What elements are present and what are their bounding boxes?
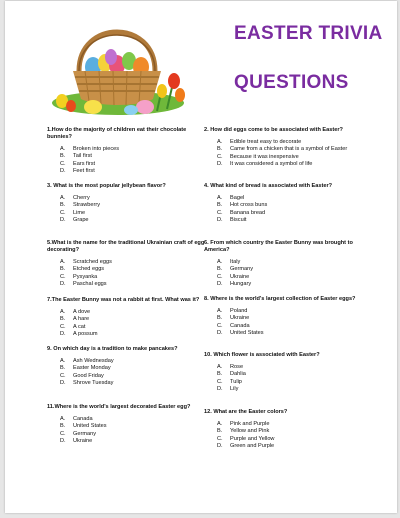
- option-letter: C.: [217, 273, 223, 280]
- question-text: 10. Which flower is associated with Easter?: [204, 352, 320, 358]
- option-letter: C.: [217, 435, 223, 442]
- option-letter: D.: [60, 280, 66, 287]
- option-text: Tulip: [230, 378, 242, 385]
- option-letter: A.: [60, 195, 66, 201]
- option-text: Hungary: [230, 280, 252, 287]
- document-page: [5, 1, 397, 513]
- option-text: Because it was inexpensive: [230, 153, 299, 160]
- answer-option: [60, 266, 205, 273]
- question-text: 4. What kind of bread is associated with Easter?: [204, 183, 333, 189]
- answer-option: [217, 195, 362, 202]
- option-text: Poland: [230, 308, 248, 314]
- option-text: Grape: [73, 216, 89, 223]
- option-letter: C.: [217, 153, 223, 160]
- answer-option: [217, 436, 362, 443]
- question-text: 9. On which day is a tradition to make pancakes?: [47, 346, 178, 352]
- question-text: 11.Where is the world's largest decorated Easter egg?: [47, 404, 191, 410]
- answer-option: [217, 371, 362, 378]
- option-text: Paschal eggs: [73, 280, 107, 287]
- option-text: Germany: [73, 430, 97, 437]
- question-block: [47, 240, 205, 288]
- answer-option: [60, 195, 205, 202]
- answer-option: [217, 202, 362, 209]
- question-text: 5.What is the name for the traditional Ukrainian craft of egg decorating?: [47, 240, 205, 253]
- answer-option: [60, 331, 205, 338]
- title-line-2: QUESTIONS: [234, 72, 349, 93]
- option-text: Ukraine: [230, 315, 250, 322]
- option-text: Scratched eggs: [73, 259, 112, 265]
- option-text: Banana bread: [230, 209, 266, 216]
- answer-option: [217, 281, 362, 288]
- option-text: Yellow and Pink: [230, 428, 270, 435]
- answer-option: [60, 380, 205, 387]
- option-letter: A.: [60, 358, 66, 364]
- option-letter: B.: [60, 153, 66, 160]
- answer-option: [60, 431, 205, 438]
- answer-option: [217, 428, 362, 435]
- option-text: Green and Purple: [230, 442, 275, 449]
- question-block: [47, 127, 205, 175]
- option-text: Ears first: [73, 160, 96, 167]
- answer-option: [60, 259, 205, 266]
- option-letter: D.: [217, 329, 223, 336]
- answer-option: [217, 210, 362, 217]
- option-text: Purple and Yellow: [230, 435, 275, 442]
- option-text: Lime: [73, 209, 86, 216]
- option-text: Biscuit: [230, 216, 247, 223]
- answer-option: [60, 161, 205, 168]
- option-letter: C.: [217, 378, 223, 385]
- option-text: Ukraine: [73, 437, 93, 444]
- option-text: Canada: [230, 322, 250, 329]
- question-block: [47, 404, 205, 445]
- option-letter: B.: [217, 146, 223, 153]
- option-text: A cat: [73, 323, 86, 330]
- option-text: Feet first: [73, 167, 95, 174]
- answer-option: [217, 274, 362, 281]
- option-letter: D.: [60, 437, 66, 444]
- option-letter: A.: [60, 416, 66, 422]
- option-letter: D.: [60, 216, 66, 223]
- option-text: United States: [73, 423, 107, 430]
- question-block: [204, 127, 362, 168]
- answer-option: [60, 309, 205, 316]
- question-text: 1.How do the majority of children eat their chocolate bunnies?: [47, 127, 187, 140]
- answer-option: [217, 323, 362, 330]
- answer-option: [217, 379, 362, 386]
- option-letter: D.: [217, 216, 223, 223]
- option-letter: C.: [60, 372, 66, 379]
- answer-option: [60, 423, 205, 430]
- question-text: 6. From which country the Easter Bunny was brought to America?: [204, 240, 353, 253]
- question-block: [204, 296, 362, 337]
- option-letter: B.: [217, 315, 223, 322]
- option-letter: C.: [217, 322, 223, 329]
- option-text: Strawberry: [73, 202, 101, 209]
- option-letter: D.: [60, 379, 66, 386]
- option-letter: A.: [217, 139, 223, 145]
- option-text: Lily: [230, 385, 239, 392]
- option-text: Ukraine: [230, 273, 250, 280]
- easter-basket-image: [49, 13, 187, 115]
- option-letter: D.: [217, 385, 223, 392]
- option-text: Pink and Purple: [230, 421, 270, 427]
- option-text: A possum: [73, 330, 98, 337]
- option-letter: C.: [60, 209, 66, 216]
- option-letter: A.: [60, 259, 66, 265]
- answer-option: [217, 443, 362, 450]
- option-text: Tail first: [73, 153, 92, 160]
- option-letter: A.: [217, 364, 223, 370]
- answer-option: [60, 373, 205, 380]
- answer-option: [217, 266, 362, 273]
- option-letter: C.: [217, 209, 223, 216]
- question-text: 7.The Easter Bunny was not a rabbit at first. What was it?: [47, 297, 200, 303]
- option-letter: D.: [60, 167, 66, 174]
- answer-option: [60, 202, 205, 209]
- option-letter: A.: [217, 195, 223, 201]
- option-letter: B.: [217, 371, 223, 378]
- option-text: Broken into pieces: [73, 146, 120, 152]
- answer-option: [60, 416, 205, 423]
- question-block: [204, 409, 362, 450]
- answer-option: [217, 421, 362, 428]
- option-text: Germany: [230, 266, 254, 273]
- option-letter: A.: [60, 146, 66, 152]
- answer-option: [60, 146, 205, 153]
- question-text: 2. How did eggs come to be associated with Easter?: [204, 127, 343, 133]
- option-text: Italy: [230, 259, 241, 265]
- answer-option: [60, 217, 205, 224]
- question-block: [204, 183, 362, 224]
- option-letter: C.: [60, 273, 66, 280]
- option-letter: B.: [60, 202, 66, 209]
- question-text: 12. What are the Easter colors?: [204, 409, 288, 415]
- answer-option: [60, 365, 205, 372]
- option-letter: A.: [217, 308, 223, 314]
- answer-option: [60, 274, 205, 281]
- answer-option: [217, 364, 362, 371]
- answer-option: [60, 316, 205, 323]
- option-letter: B.: [217, 428, 223, 435]
- answer-option: [60, 324, 205, 331]
- question-text: 8. Where is the world's largest collection of Easter eggs?: [204, 296, 356, 302]
- option-letter: A.: [217, 421, 223, 427]
- answer-option: [60, 281, 205, 288]
- option-letter: D.: [217, 160, 223, 167]
- option-text: Easter Monday: [73, 365, 111, 372]
- answer-option: [217, 259, 362, 266]
- option-letter: B.: [60, 423, 66, 430]
- option-letter: C.: [60, 323, 66, 330]
- question-text: 3. What is the most popular jellybean flavor?: [47, 183, 166, 189]
- option-letter: A.: [217, 259, 223, 265]
- option-letter: C.: [60, 430, 66, 437]
- title-line-1: EASTER TRIVIA: [234, 23, 383, 44]
- question-block: [47, 183, 205, 224]
- question-block: [204, 352, 362, 393]
- option-text: Ash Wednesday: [73, 358, 114, 364]
- option-letter: D.: [217, 442, 223, 449]
- option-text: Hot cross buns: [230, 202, 268, 209]
- option-letter: A.: [60, 309, 66, 315]
- answer-option: [217, 386, 362, 393]
- option-letter: D.: [217, 280, 223, 287]
- option-text: Dahlia: [230, 371, 246, 378]
- answer-option: [60, 438, 205, 445]
- answer-option: [60, 153, 205, 160]
- question-block: [204, 240, 362, 288]
- option-letter: B.: [60, 266, 66, 273]
- option-text: Etched eggs: [73, 266, 105, 273]
- option-text: Good Friday: [73, 372, 104, 379]
- option-letter: D.: [60, 330, 66, 337]
- option-text: Bagel: [230, 195, 245, 201]
- option-text: Canada: [73, 416, 93, 422]
- option-text: United States: [230, 329, 264, 336]
- option-text: It was considered a symbol of life: [230, 160, 313, 167]
- option-text: Pysyanka: [73, 273, 98, 280]
- option-text: Cherry: [73, 195, 90, 201]
- option-letter: B.: [217, 202, 223, 209]
- answer-option: [60, 210, 205, 217]
- answer-option: [217, 146, 362, 153]
- option-text: Came from a chicken that is a symbol of Easter: [230, 146, 348, 153]
- option-text: Rose: [230, 364, 244, 370]
- option-text: A hare: [73, 316, 90, 323]
- answer-option: [217, 315, 362, 322]
- question-block: [47, 297, 205, 338]
- option-text: A dove: [73, 309, 91, 315]
- answer-option: [60, 358, 205, 365]
- answer-option: [217, 308, 362, 315]
- answer-option: [217, 161, 362, 168]
- answer-option: [217, 330, 362, 337]
- answer-option: [217, 217, 362, 224]
- answer-option: [217, 139, 362, 146]
- option-letter: B.: [217, 266, 223, 273]
- answer-option: [217, 154, 362, 161]
- option-text: Shrove Tuesday: [73, 379, 114, 386]
- option-letter: B.: [60, 316, 66, 323]
- question-block: [47, 346, 205, 387]
- option-letter: C.: [60, 160, 66, 167]
- option-letter: B.: [60, 365, 66, 372]
- option-text: Edible treat easy to decorate: [230, 139, 302, 145]
- answer-option: [60, 168, 205, 175]
